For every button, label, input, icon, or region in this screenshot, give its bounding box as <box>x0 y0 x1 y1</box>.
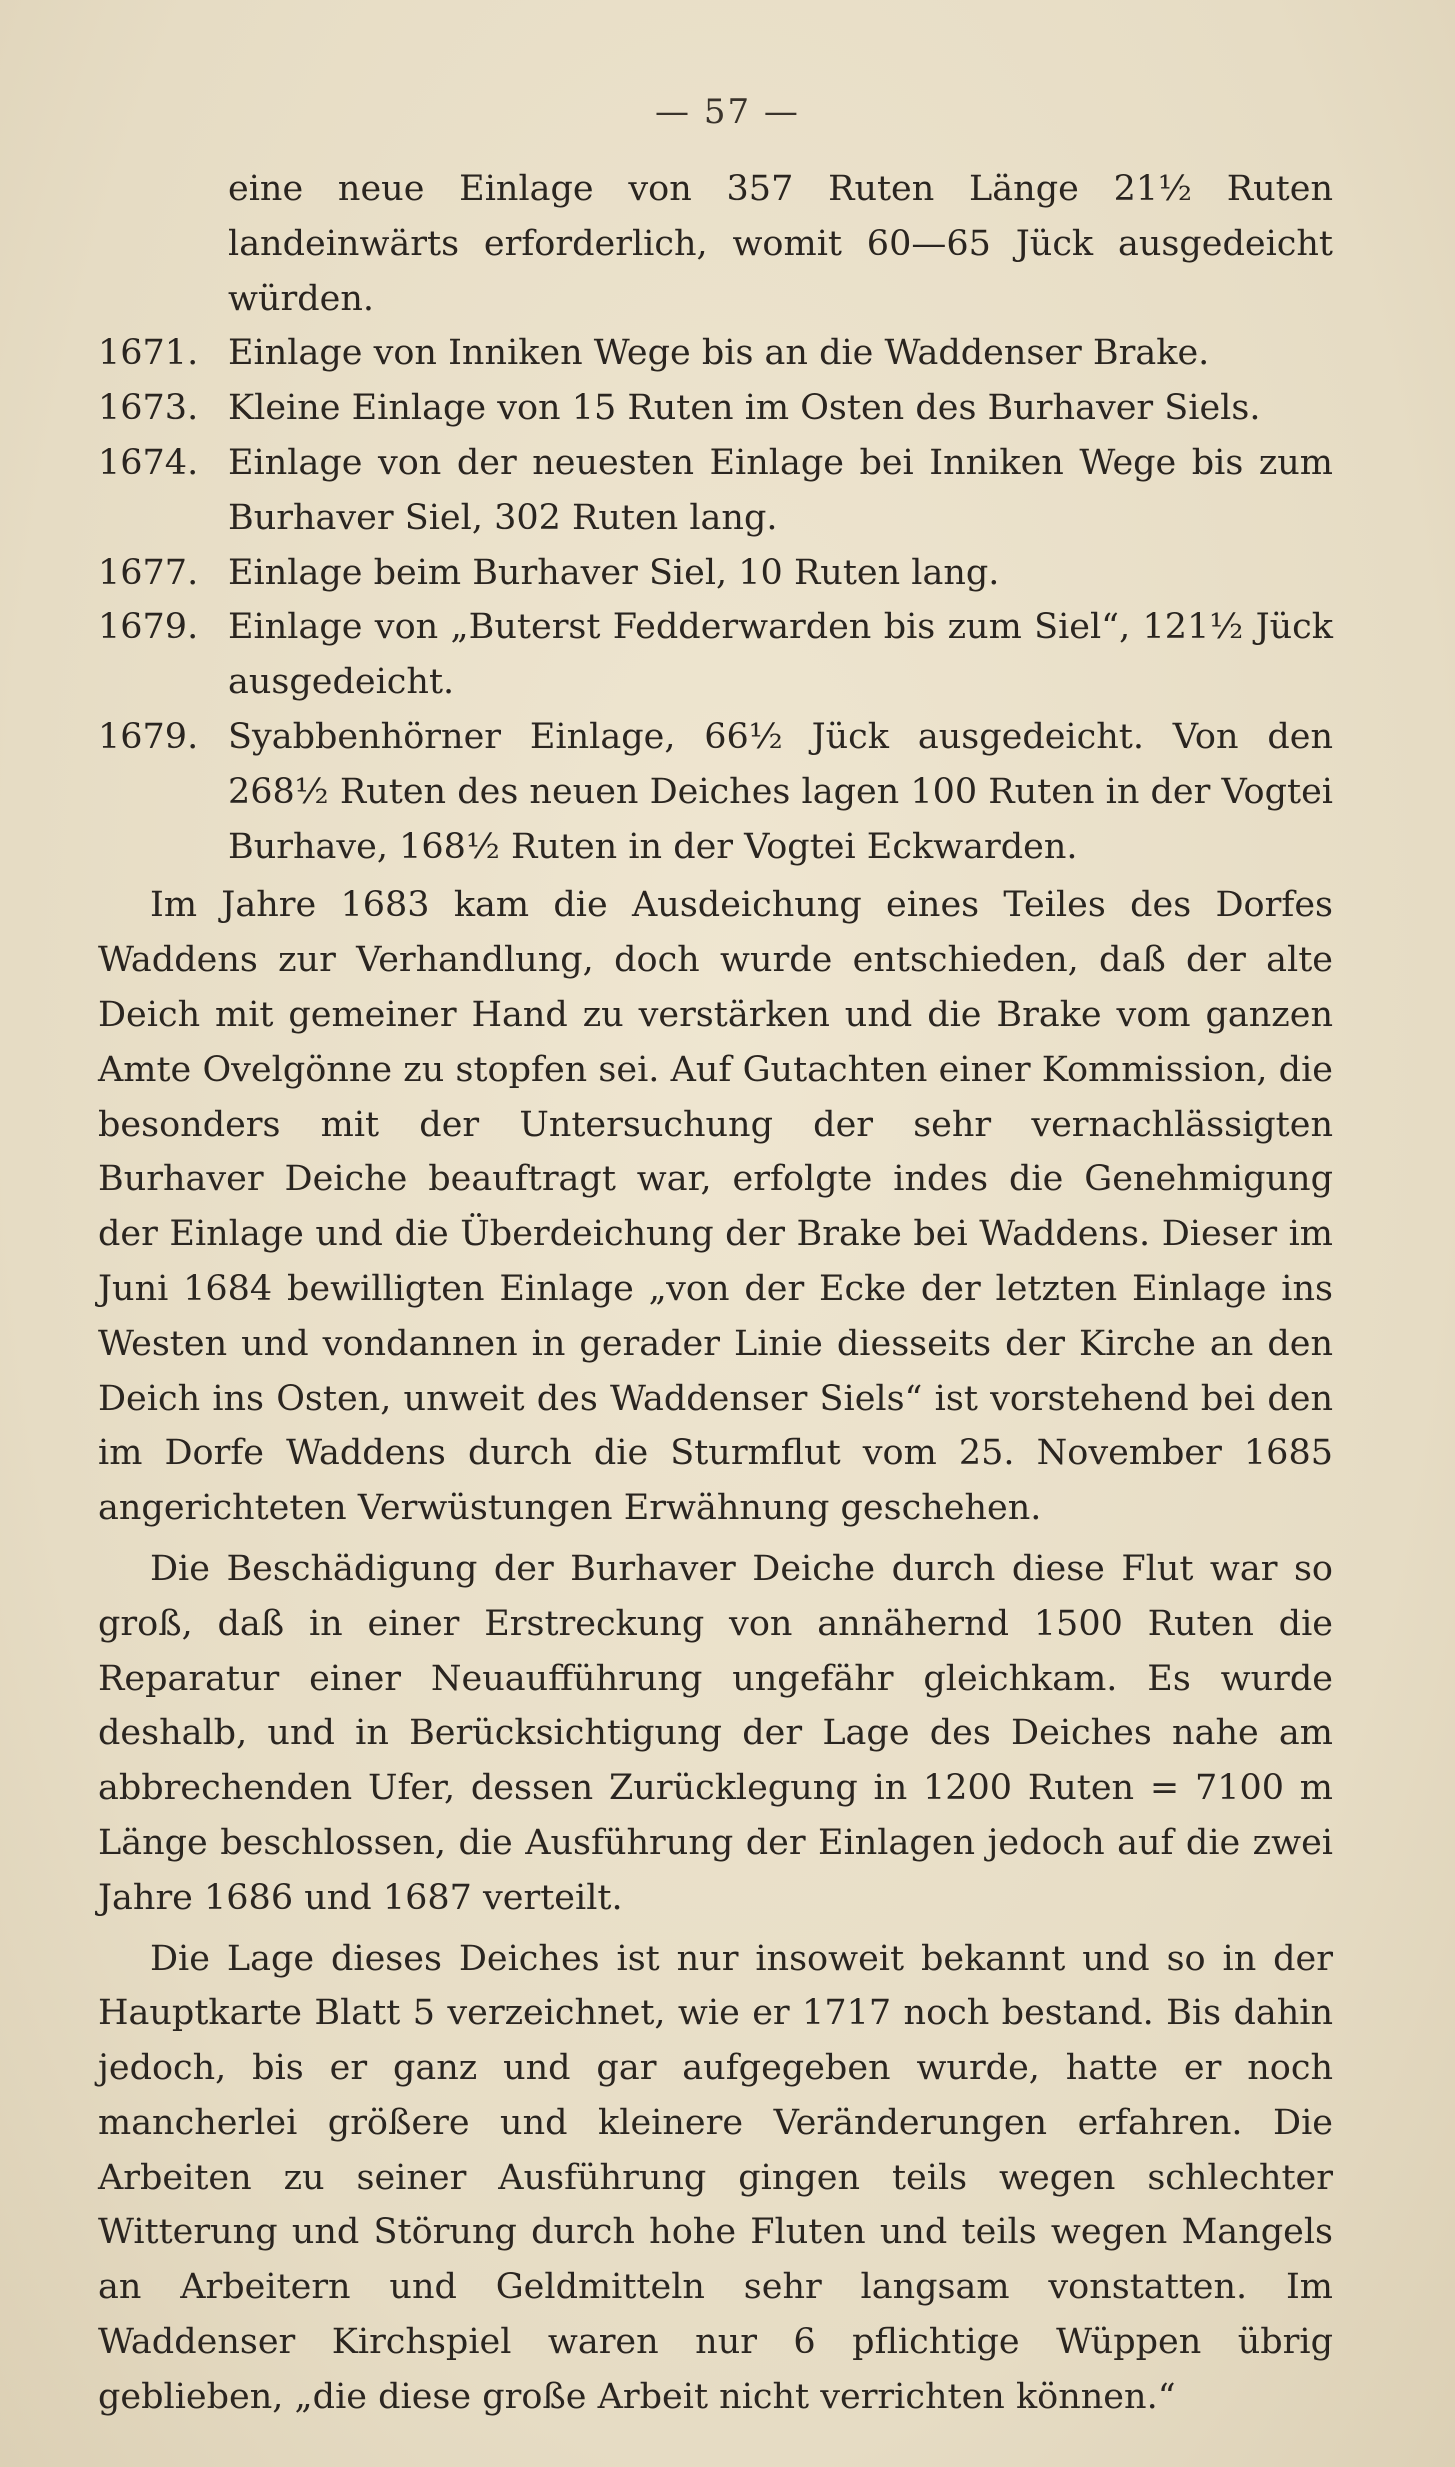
entry-text: Kleine Einlage von 15 Ruten im Osten des Burhaver Siels. <box>228 388 1261 429</box>
chronicle-entry <box>98 600 1333 710</box>
entry-year: 1679. <box>98 607 199 648</box>
chronicle-entry <box>98 326 1333 381</box>
entry-year: 1673. <box>98 388 199 429</box>
entry-text: Einlage von „Buterst Fedderwarden bis zum Siel“, 121½ Jück ausgedeicht. <box>228 607 1333 703</box>
page-text <box>98 162 1333 2425</box>
chronicle-entry <box>98 436 1333 546</box>
chronicle-entry <box>98 710 1333 874</box>
entry-text: Einlage beim Burhaver Siel, 10 Ruten lang. <box>228 552 1000 593</box>
entry-text: Syabbenhörner Einlage, 66½ Jück ausgedeicht. Von den 268½ Ruten des neuen Deiches lagen 100 Ruten in der Vogtei Burhave, 168½ Ruten in der Vogtei Eckwarden. <box>228 716 1333 867</box>
entry-year: 1679. <box>98 716 199 757</box>
paragraph: Die Lage dieses Deiches ist nur insoweit bekannt und so in der Hauptkarte Blatt 5 verzeichnet, wie er 1717 noch bestand. Bis dahin jedoch, bis er ganz und gar aufgegeben wurde, hatte er noch mancherlei größere und kleinere Veränderungen erfahren. Die Arbeiten zu seiner Ausführung gingen teils wegen schlechter Witterung und Störung durch hohe Fluten und teils wegen Mangels an Arbeitern und Geldmitteln sehr langsam vonstatten. Im Waddenser Kirchspiel waren nur 6 pflichtige Wüppen übrig geblieben, „die diese große Arbeit nicht verrichten können.“ <box>98 1938 1333 2417</box>
entry-year: 1671. <box>98 333 199 374</box>
chronicle-entry <box>98 381 1333 436</box>
continuation-line: eine neue Einlage von 357 Ruten Länge 21½ Ruten landeinwärts erforderlich, womit 60—65 Jück ausgedeicht würden. <box>228 169 1333 319</box>
chronicle-entry <box>98 546 1333 601</box>
entry-text: Einlage von der neuesten Einlage bei Inniken Wege bis zum Burhaver Siel, 302 Ruten lang. <box>228 442 1333 538</box>
paragraph: Im Jahre 1683 kam die Ausdeichung eines Teiles des Dorfes Waddens zur Verhandlung, doch wurde entschieden, daß der alte Deich mit gemeiner Hand zu verstärken und die Brake vom ganzen Amte Ovelgönne zu stopfen sei. Auf Gutachten einer Kommission, die besonders mit der Untersuchung der sehr vernachlässigten Burhaver Deiche beauftragt war, erfolgte indes die Genehmigung der Einlage und die Überdeichung der Brake bei Waddens. Dieser im Juni 1684 bewilligten Einlage „von der Ecke der letzten Einlage ins Westen und vondannen in gerader Linie diesseits der Kirche an den Deich ins Osten, unweit des Waddenser Siels“ ist vorstehend bei den im Dorfe Waddens durch die Sturmflut vom 25. November 1685 angerichteten Verwüstungen Erwähnung geschehen. <box>98 885 1333 1529</box>
entry-text: Einlage von Inniken Wege bis an die Waddenser Brake. <box>228 333 1210 374</box>
paragraph: Die Beschädigung der Burhaver Deiche durch diese Flut war so groß, daß in einer Erstreckung von annähernd 1500 Ruten die Reparatur einer Neuaufführung ungefähr gleichkam. Es wurde deshalb, und in Berücksichtigung der Lage des Deiches nahe am abbrechenden Ufer, dessen Zurücklegung in 1200 Ruten = 7100 m Länge beschlossen, die Ausführung der Einlagen jedoch auf die zwei Jahre 1686 und 1687 verteilt. <box>98 1548 1333 1918</box>
entry-year: 1674. <box>98 442 199 483</box>
page-number: — 57 — <box>655 92 800 132</box>
entry-year: 1677. <box>98 552 199 593</box>
